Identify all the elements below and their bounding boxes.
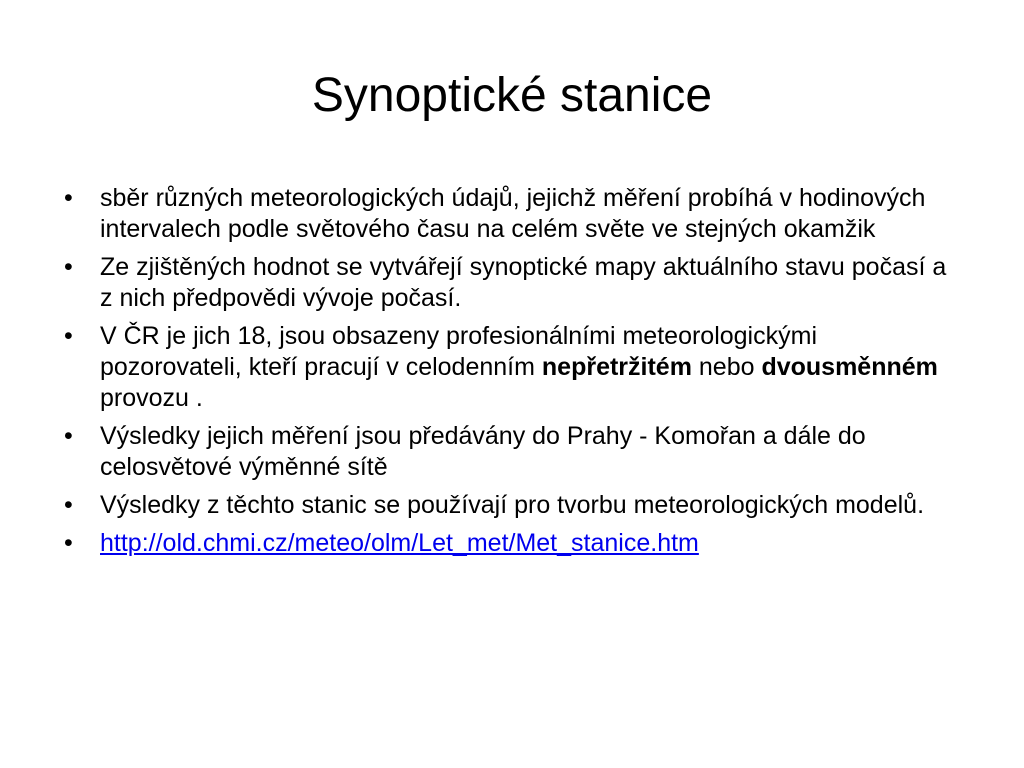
bullet-text-part: nebo <box>691 353 762 381</box>
bullet-text-part: provozu . <box>100 384 203 412</box>
bullet-item-synoptic-maps <box>60 252 960 314</box>
bullet-text: Výsledky z těchto stanic se používají pro tvorbu meteorologických modelů. <box>100 491 925 519</box>
bullet-icon: • <box>64 322 73 350</box>
bullet-item-link <box>60 528 960 559</box>
bullet-item-data-collection <box>60 183 960 245</box>
bullet-icon: • <box>64 253 73 281</box>
bold-term-continuous: nepřetržitém <box>541 353 692 381</box>
bullet-text: Výsledky jejich měření jsou předávány do Prahy - Komořan a dále do celosvětové výměnné sítě <box>100 422 866 481</box>
bullet-icon: • <box>64 491 73 519</box>
bold-term-two-shift: dvousměnném <box>761 353 938 381</box>
bullet-text: sběr různých meteorologických údajů, jejichž měření probíhá v hodinových intervalech podle světového času na celém světe ve stejných okamžik <box>100 184 926 243</box>
bullet-list <box>60 183 960 566</box>
bullet-icon: • <box>64 422 73 450</box>
chmi-stations-link[interactable]: http://old.chmi.cz/meteo/olm/Let_met/Met_stanice.htm <box>100 529 699 557</box>
bullet-text-part: V ČR je jich 18, jsou obsazeny profesionálními meteorologickými pozorovateli, kteří pracují v celodenním <box>100 322 817 381</box>
slide-title: Synoptické stanice <box>311 69 713 122</box>
bullet-icon: • <box>64 529 73 557</box>
bullet-item-stations-in-cr <box>60 321 960 414</box>
bullet-item-data-transfer <box>60 421 960 483</box>
bullet-text: Ze zjištěných hodnot se vytvářejí synoptické mapy aktuálního stavu počasí a z nich předpovědi vývoje počasí. <box>100 253 947 312</box>
bullet-icon: • <box>64 184 73 212</box>
bullet-item-models <box>60 490 960 521</box>
